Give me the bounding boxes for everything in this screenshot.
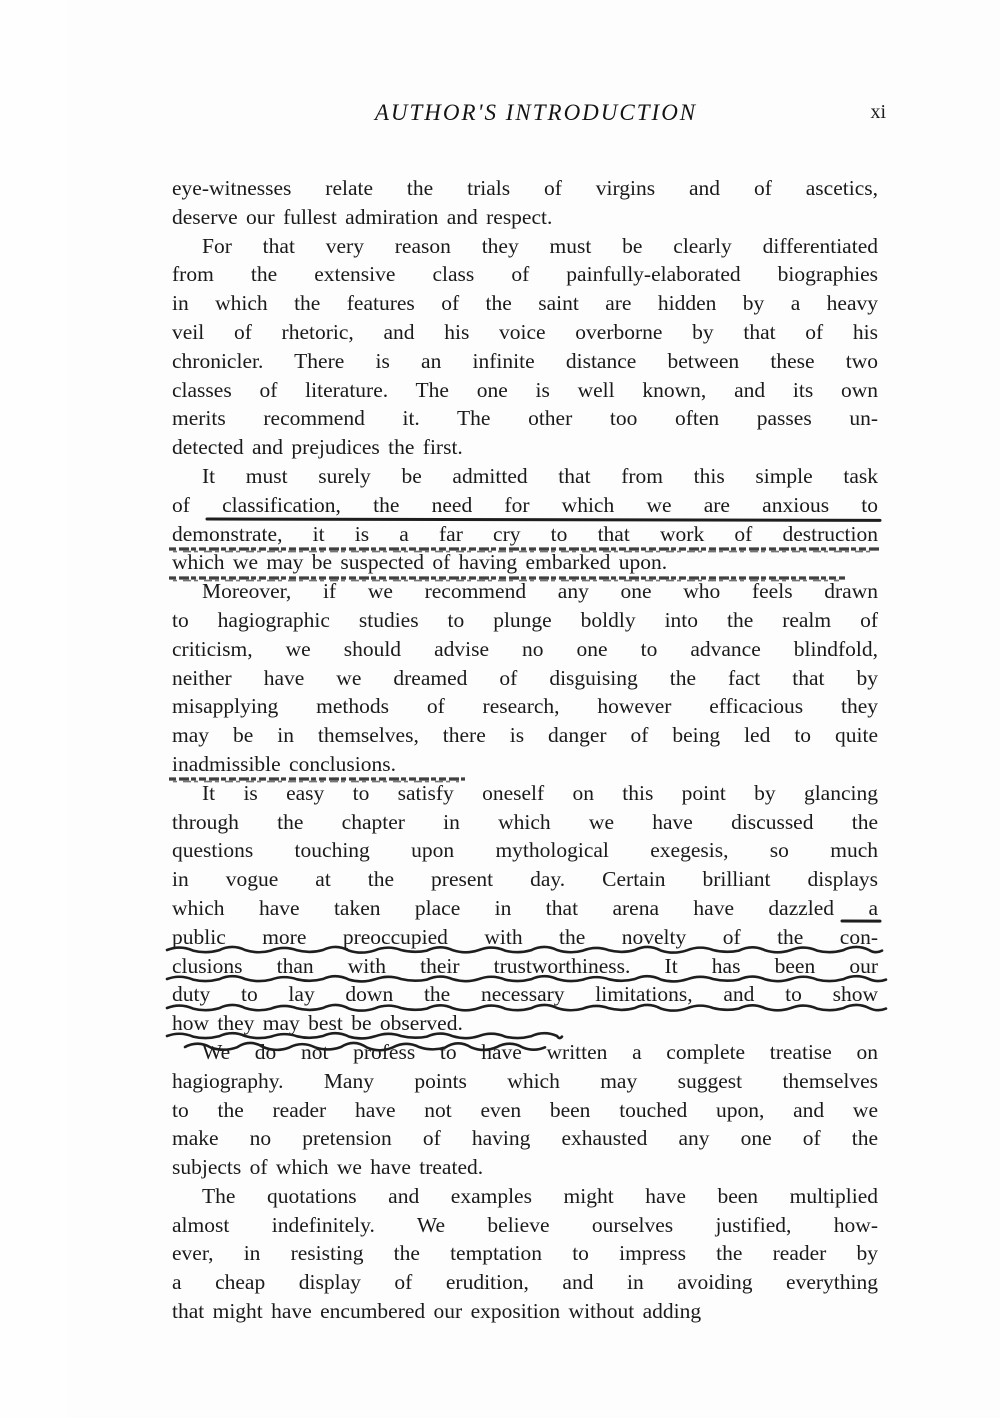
text-line: from the extensive class of painfully-elaborated biographies xyxy=(172,262,878,287)
text-line: a cheap display of erudition, and in avoiding everything xyxy=(172,1270,878,1295)
text-line: eye-witnesses relate the trials of virgins and of ascetics, xyxy=(172,176,878,200)
text-line: through the chapter in which we have discussed the xyxy=(172,809,878,834)
text-line: demonstrate, it is a far cry to that work of destruction xyxy=(172,521,878,546)
text-line: may be in themselves, there is danger of being led to quite xyxy=(172,723,878,748)
text-line: duty to lay down the necessary limitations, and to show xyxy=(172,982,878,1007)
text-line: ever, in resisting the temptation to impress the reader by xyxy=(172,1241,878,1266)
text-line: We do not profess to have written a complete treatise on xyxy=(202,1039,878,1064)
body-text xyxy=(172,174,878,1326)
paragraph xyxy=(172,462,878,577)
paragraph xyxy=(172,577,878,779)
text-line: inadmissible conclusions. xyxy=(172,751,396,776)
text-line: to hagiographic studies to plunge boldly into the realm of xyxy=(172,607,878,632)
text-line: misapplying methods of research, however efficacious they xyxy=(172,694,878,719)
paragraph xyxy=(172,1038,878,1182)
text-line: in vogue at the present day. Certain brilliant displays xyxy=(172,867,878,892)
text-line: For that very reason they must be clearly differentiated xyxy=(202,233,878,258)
text-line: neither have we dreamed of disguising the fact that by xyxy=(172,665,878,690)
text-line: public more preoccupied with the novelty of the con- xyxy=(172,924,878,949)
text-line: which have taken place in that arena have dazzled a xyxy=(172,895,878,920)
text-line: which we may be suspected of having embarked upon. xyxy=(172,550,668,575)
text-line: Moreover, if we recommend any one who feels drawn xyxy=(202,579,878,604)
text-line: criticism, we should advise no one to advance blindfold, xyxy=(172,636,878,661)
paragraph xyxy=(172,232,878,462)
running-head xyxy=(172,100,878,130)
paragraph xyxy=(172,779,878,1038)
text-line: make no pretension of having exhausted any one of the xyxy=(172,1126,878,1151)
text-line: It must surely be admitted that from this simple task xyxy=(202,463,878,488)
paragraph xyxy=(172,174,878,232)
text-line: The quotations and examples might have been multiplied xyxy=(202,1183,878,1208)
text-line: chronicler. There is an infinite distance between these two xyxy=(172,348,878,373)
text-line: almost indefinitely. We believe ourselves justified, how- xyxy=(172,1212,878,1237)
page-title: AUTHOR'S INTRODUCTION xyxy=(374,100,698,125)
paragraph xyxy=(172,1182,878,1326)
text-line: hagiography. Many points which may suggest themselves xyxy=(172,1068,878,1093)
text-line: questions touching upon mythological exegesis, so much xyxy=(172,838,878,863)
text-line: merits recommend it. The other too often passes un- xyxy=(172,406,878,431)
text-line: deserve our fullest admiration and respect. xyxy=(172,204,553,229)
text-line: in which the features of the saint are hidden by a heavy xyxy=(172,291,878,316)
text-line: detected and prejudices the first. xyxy=(172,435,463,460)
text-line: that might have encumbered our exposition without adding xyxy=(172,1299,702,1324)
text-line: to the reader have not even been touched upon, and we xyxy=(172,1097,878,1122)
text-line: clusions than with their trustworthiness. It has been our xyxy=(172,953,878,978)
text-line: classes of literature. The one is well known, and its own xyxy=(172,377,878,402)
text-line: veil of rhetoric, and his voice overborne by that of his xyxy=(172,319,878,344)
text-line: how they may best be observed. xyxy=(172,1011,463,1036)
text-line: of classification, the need for which we are anxious to xyxy=(172,492,878,517)
text-line: It is easy to satisfy oneself on this point by glancing xyxy=(202,780,878,805)
page-number: xi xyxy=(870,101,886,123)
text-line: subjects of which we have treated. xyxy=(172,1155,484,1180)
